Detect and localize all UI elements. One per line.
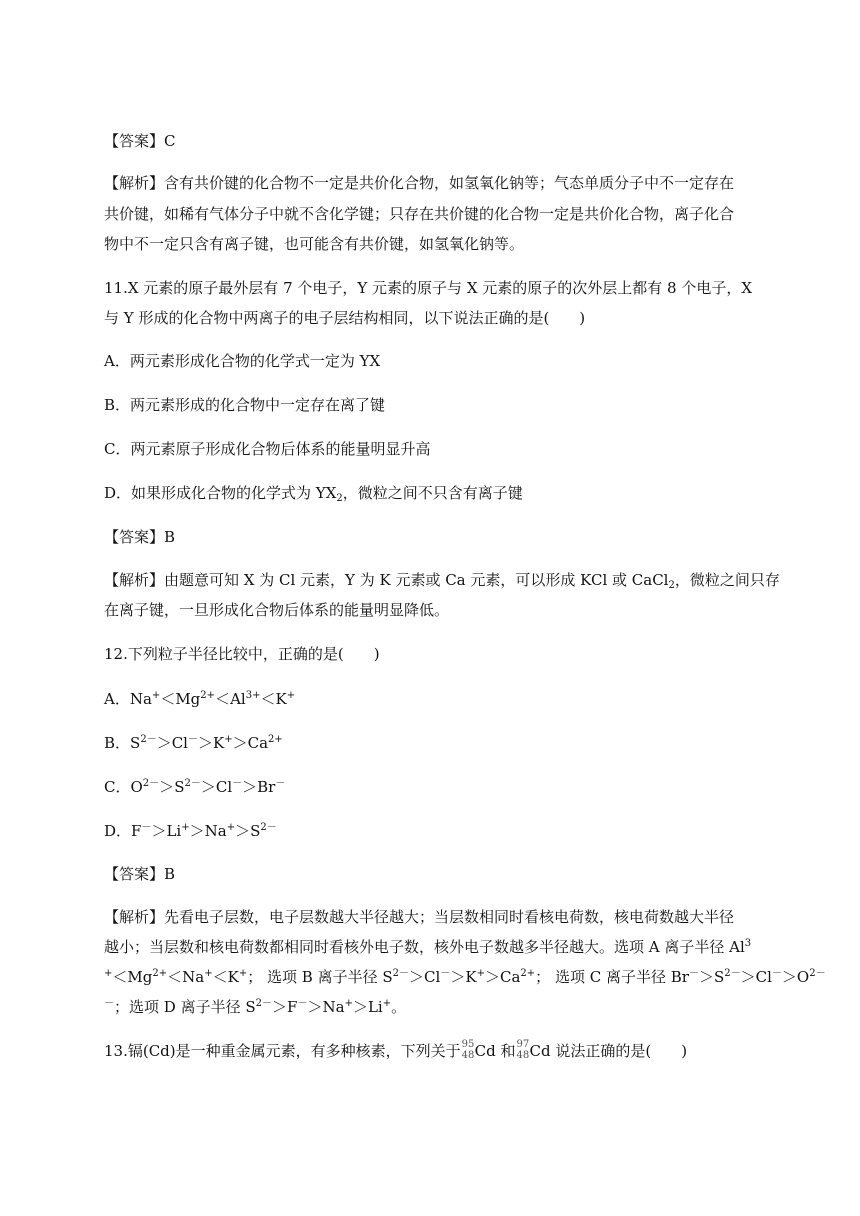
q11-option-c: C．两元素原子形成化合物后体系的能量明显升高 (104, 440, 431, 458)
q11-stem-line-1: 11.X 元素的原子最外层有 7 个电子，Y 元素的原子与 X 元素的原子的次外层上都有 8 个电子，X (104, 279, 753, 297)
q12-option-c: C．$O^{2-}>S^{2-}>Cl^->Br^-$ (104, 778, 286, 796)
q11-option-a: A．两元素形成化合物的化学式一定为 YX (104, 352, 381, 370)
q10-answer: 【答案】C (104, 132, 176, 150)
q12-analysis-line-4: －；选项 D 离子半径 $S^{2-}>F^->Na^+>Li^+$。 (104, 998, 407, 1016)
q10-analysis-line-3: 物中不一定只含有离子键，也可能含有共价键，如氢氧化钠等。 (104, 235, 525, 253)
q11-analysis-line-1: 【解析】由题意可知 X 为 Cl 元素，Y 为 K 元素或 Ca 元素，可以形成 KCl 或 CaCl$_2$，微粒之间只存 (104, 571, 780, 591)
q12-analysis-line-2: 越小；当层数和核电荷数都相同时看核外电子数，核外电子数越多半径越大。选项 A 离子半径 Al$^3$ (104, 938, 752, 956)
q11-analysis-line-2: 在离子键，一旦形成化合物后体系的能量明显降低。 (104, 601, 450, 619)
q12-option-a: A．$Na^+<Mg^{2+}<Al^{3+}<K^+$ (104, 690, 296, 708)
q12-answer: 【答案】B (104, 865, 176, 883)
isotope-notation-2: 97 48 (516, 1039, 530, 1061)
q11-option-d: D．如果形成化合物的化学式为 $YX_2$，微粒之间不只含有离子键 (104, 484, 523, 504)
q12-option-d: D．$F^->Li^+>Na^+>S^{2-}$ (104, 822, 277, 840)
q12-analysis-line-3: $^+<Mg^{2+}<Na^+<K^+$； 选项 B 离子半径 $S^{2-}>Cl^->K^+>Ca^{2+}$； 选项 C 离子半径 $Br^->S^{2-}>Cl^->O^{2-}$ (104, 968, 826, 986)
q11-answer: 【答案】B (104, 528, 176, 546)
q10-analysis-line-1: 【解析】含有共价键的化合物不一定是共价化合物，如氢氧化钠等；气态单质分子中不一定存在 (104, 174, 735, 192)
q11-option-b: B．两元素形成的化合物中一定存在离了键 (104, 396, 386, 414)
q13-stem: 13.镉(Cd)是一种重金属元素，有多种核素，下列关于 95 48 Cd 和 97 48 Cd 说法正确的是( ) (104, 1039, 688, 1061)
isotope-notation-1: 95 48 (461, 1039, 475, 1061)
q12-analysis-line-1: 【解析】先看电子层数，电子层数越大半径越大；当层数相同时看核电荷数，核电荷数越大半径 (104, 908, 735, 926)
q12-option-b: B．$S^{2-}>Cl^->K^+>Ca^{2+}$ (104, 734, 283, 752)
q10-analysis-line-2: 共价键，如稀有气体分子中就不含化学键；只存在共价键的化合物一定是共价化合物，离子化合 (104, 205, 735, 223)
q11-stem-line-2: 与 Y 形成的化合物中两离子的电子层结构相同，以下说法正确的是( ) (104, 309, 586, 327)
q12-stem: 12.下列粒子半径比较中，正确的是( ) (104, 645, 380, 663)
